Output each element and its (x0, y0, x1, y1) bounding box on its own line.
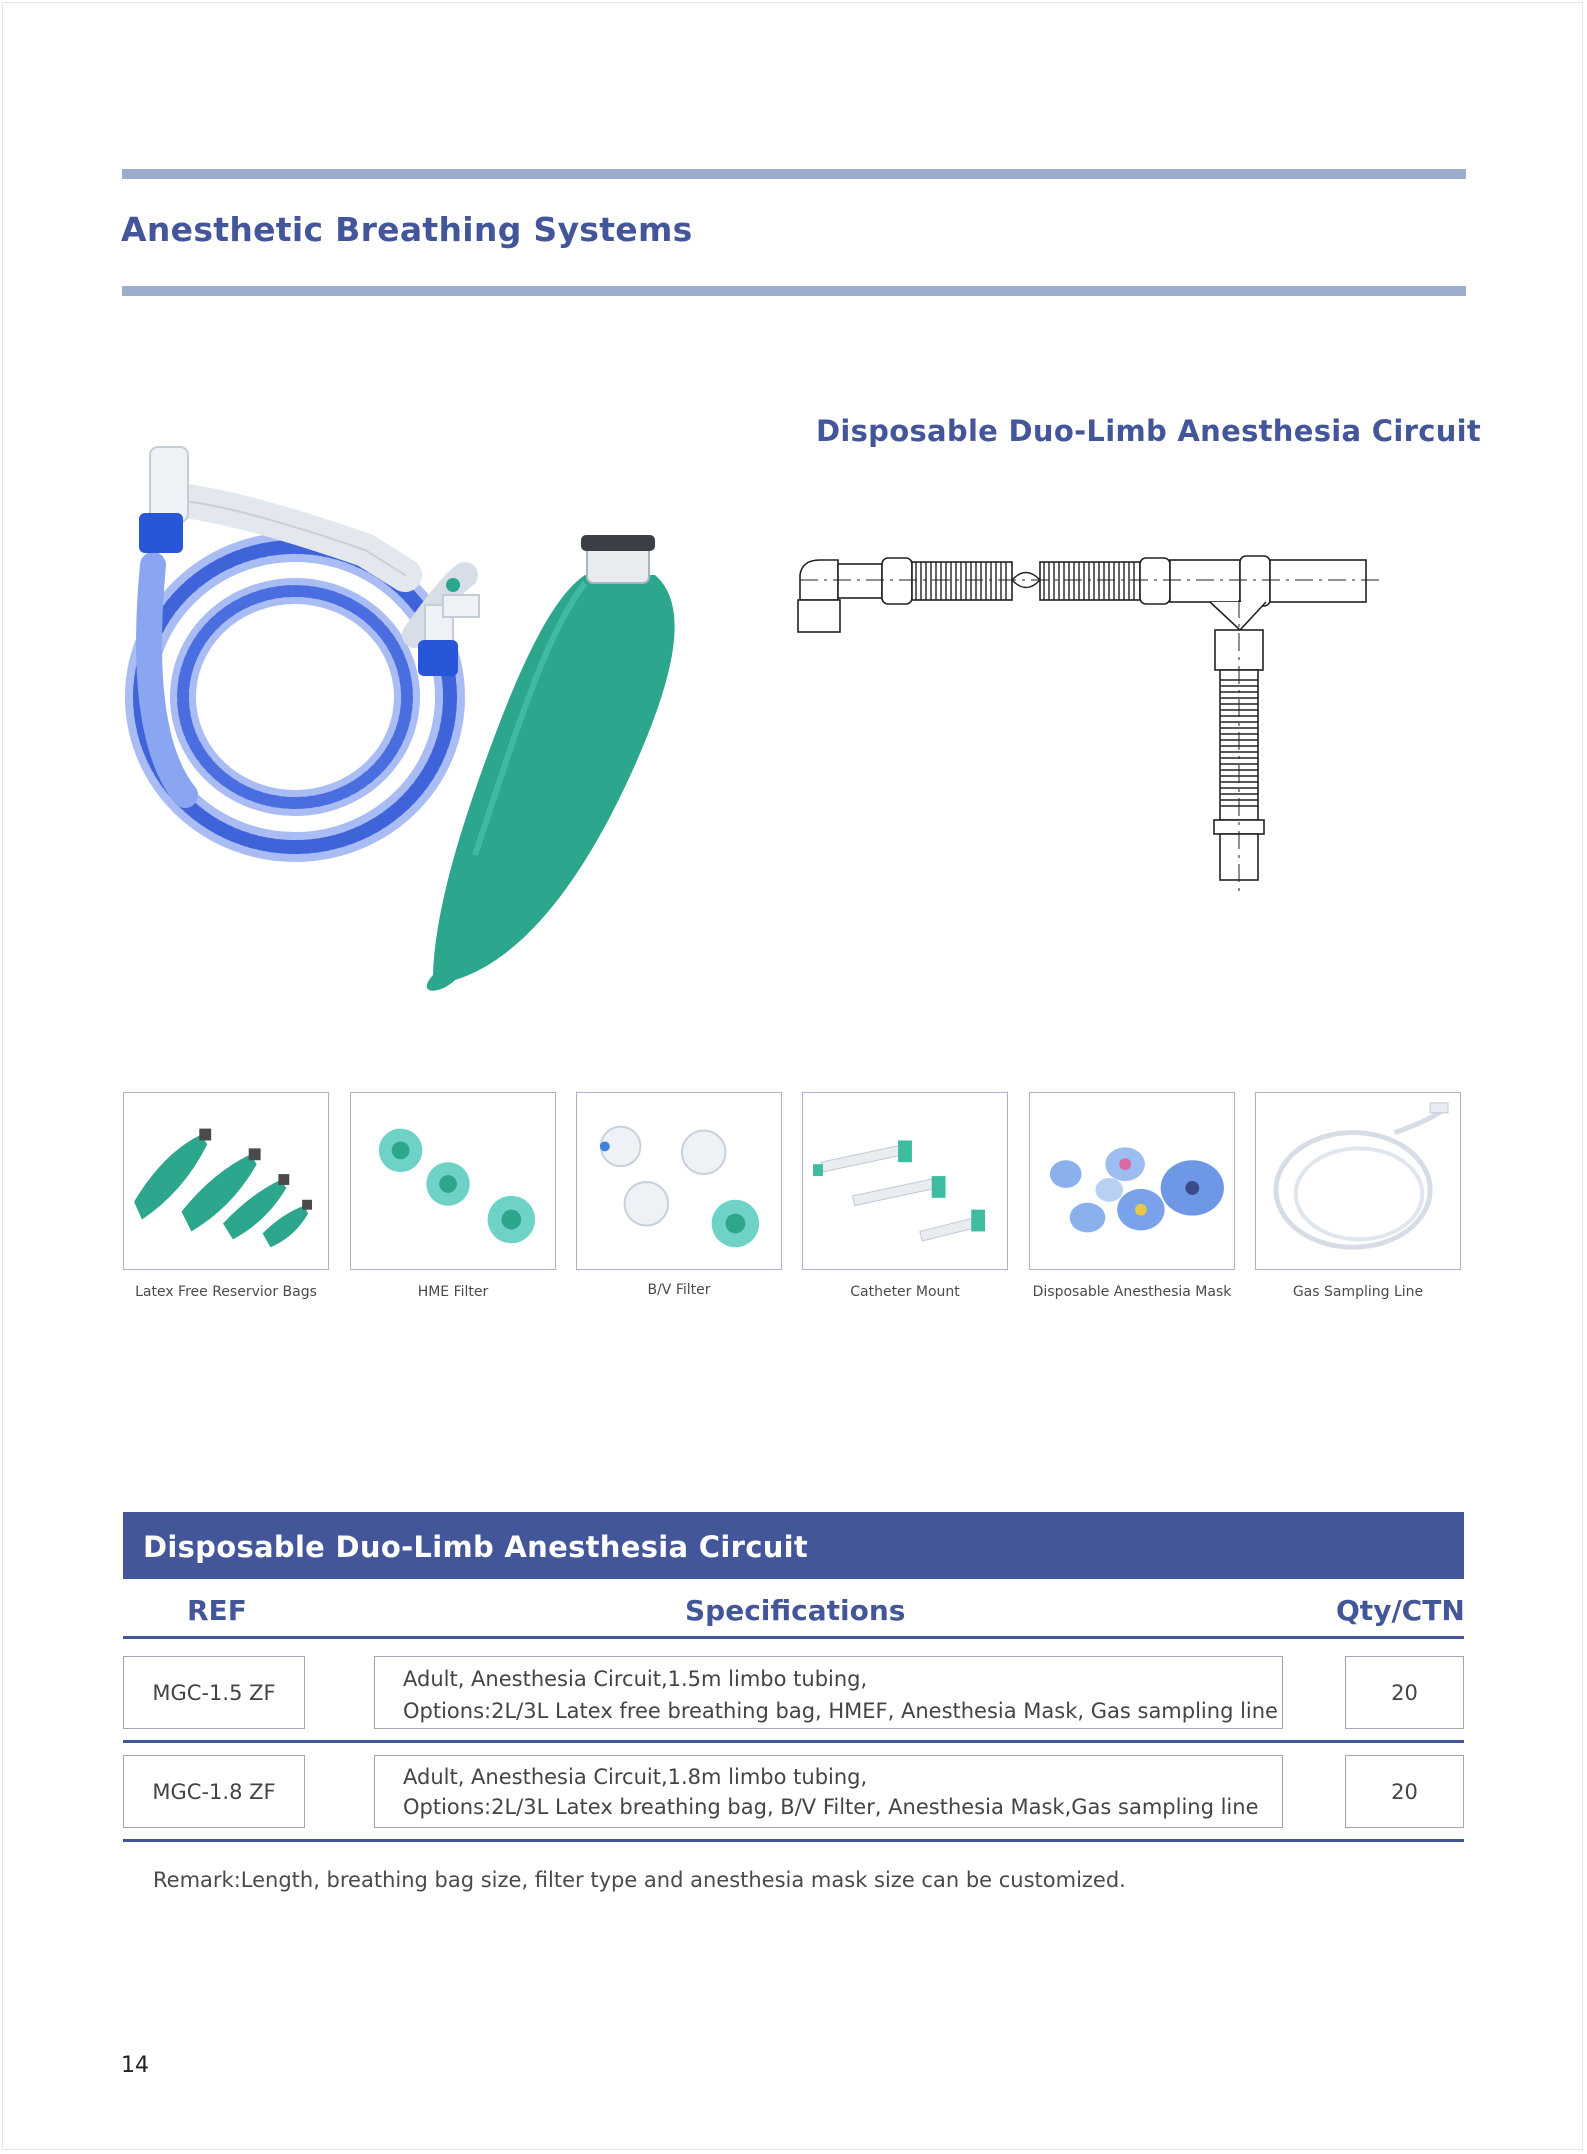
accessory-label: HME Filter (417, 1284, 489, 1300)
column-header-qty: Qty/CTN (1336, 1594, 1465, 1627)
row-1-spec (374, 1656, 1283, 1729)
column-header-specifications: Specifications (685, 1594, 906, 1627)
thumb-bv-filter (576, 1092, 782, 1270)
table-rule (123, 1636, 1464, 1639)
table-rule (123, 1839, 1464, 1842)
row-2-ref: MGC-1.8 ZF (123, 1755, 305, 1828)
row-2-spec-line-1: Adult, Anesthesia Circuit,1.8m limbo tubing, (403, 1765, 868, 1789)
row-1-qty: 20 (1345, 1656, 1464, 1729)
header-rule-bottom (122, 286, 1466, 296)
row-2-spec (374, 1755, 1283, 1828)
accessory-label: Catheter Mount (850, 1284, 960, 1300)
thumb-catheter-mount (802, 1092, 1008, 1270)
accessory-label: Disposable Anesthesia Mask (1032, 1284, 1232, 1300)
accessory-label: Gas Sampling Line (1292, 1284, 1424, 1300)
table-rule (123, 1740, 1464, 1743)
column-header-ref: REF (187, 1594, 247, 1627)
thumb-reservoir-bags (123, 1092, 329, 1270)
circuit-line-diagram (790, 540, 1450, 910)
thumb-hme-filter (350, 1092, 556, 1270)
row-1-ref: MGC-1.5 ZF (123, 1656, 305, 1729)
table-title: Disposable Duo-Limb Anesthesia Circuit (123, 1512, 1464, 1579)
header-rule-top (122, 169, 1466, 179)
circuit-product-photo (115, 435, 725, 995)
accessory-label: Latex Free Reservior Bags (135, 1284, 317, 1300)
page-title: Anesthetic Breathing Systems (121, 210, 693, 249)
row-1-spec-line-1: Adult, Anesthesia Circuit,1.5m limbo tubing, (403, 1667, 868, 1691)
row-2-spec-line-2: Options:2L/3L Latex breathing bag, B/V Filter, Anesthesia Mask,Gas sampling line (403, 1795, 1259, 1819)
thumb-anesthesia-mask (1029, 1092, 1235, 1270)
diagram-title: Disposable Duo-Limb Anesthesia Circuit (816, 414, 1482, 448)
row-2-qty: 20 (1345, 1755, 1464, 1828)
remark-text: Remark:Length, breathing bag size, filter type and anesthesia mask size can be customized. (153, 1868, 1126, 1892)
thumb-gas-sampling-line (1255, 1092, 1461, 1270)
row-1-spec-line-2: Options:2L/3L Latex free breathing bag, HMEF, Anesthesia Mask, Gas sampling line (403, 1699, 1278, 1723)
accessory-label: B/V Filter (647, 1282, 711, 1298)
page-number: 14 (121, 2053, 149, 2078)
